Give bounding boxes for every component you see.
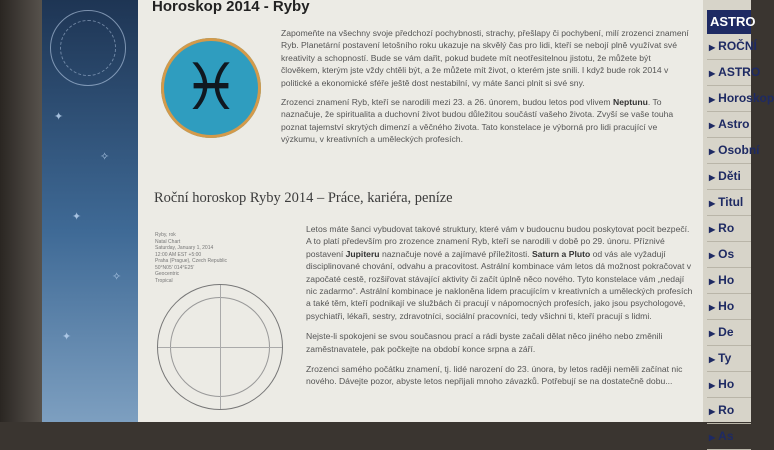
triangle-right-icon: ▶ [709, 225, 716, 234]
intro-paragraph-2: Zrozenci znamení Ryb, kteří se narodili mezi 23. a 26. únorem, budou letos pod vlivem Neptunu. To naznačuje, že spiritualita a duchovní život budou důležitou součástí vašeho života. Zvyší se vaše touha poznat tajemství skrytých dimenzí a věčného života. Tato konstelace je výborná pro lidi pracující ve výzkumu, v kreativních a uměleckých profesích. [281, 97, 674, 145]
intro-paragraph-1: Zapomeňte na všechny svoje předchozí pochybnosti, strachy, přešlapy či pochybení, milí zrozenci znamení Ryb. Planetární postavení letošního roku ukazuje na skvělý čas pro lidi, kteří se nebojí plně využívat své kreativity a schopností. Bude se vám dařit, pokud budete mít neotřesitelnou jistotu, že můžete být člověkem, kterým jste vždy chtěli být, a že můžete mít život, o kterém jste snili. I když bude rok 2014 v politické a ekonomické sféře ještě dost nestabilní, vy máte šanci plnit si své sny. [281, 28, 689, 88]
decorative-left-band [42, 0, 138, 422]
sidebar-item[interactable]: ▶ Děti [707, 164, 751, 190]
triangle-right-icon: ▶ [709, 43, 716, 52]
sidebar-item[interactable]: ▶ Ro [707, 216, 751, 242]
zodiac-wheel-decoration-inner [60, 20, 116, 76]
sidebar-item[interactable]: ▶ Titul [707, 190, 751, 216]
article-body [306, 223, 694, 396]
sidebar-menu [703, 0, 774, 443]
natal-chart-header: Ryby, rok Natal Chart Saturday, January 1, 2014 12:00 AM EST +5:00 Praha (Prague), Czech Republic 50°N05' 014°E25' Geocentric Tropical [155, 232, 227, 284]
sidebar-item[interactable]: ▶ Osobní [707, 138, 751, 164]
neptun-link: Neptunu [612, 97, 648, 108]
natal-chart-image [155, 232, 285, 422]
section-heading: Roční horoskop Ryby 2014 – Práce, kariéra, peníze [154, 190, 453, 206]
sidebar-item[interactable]: ▶ ASTRO [707, 60, 751, 86]
star-icon: ✧ [112, 271, 122, 283]
monitor-bezel [0, 0, 42, 422]
triangle-right-icon: ▶ [709, 407, 716, 416]
body-paragraph-1: Letos máte šanci vybudovat takové struktury, které vám v budoucnu budou poskytovat pocit bezpečí. A to platí především pro zrozence znamení Ryb, kteří se narodili v době po 29. únoru. Příznivé postavení Jupiteru naznačuje nové a zajímavé příležitosti. Saturn a Pluto od vás ale vyžadují disciplinované chování, odvahu a pracovitost. Astrální kombinace vám letos dá možnost pokračovat v započaté cestě, rozšiřovat stávající aktivity či začít úplně něco nového. Tyto konstelace vám „nedají nic zadarmo“. Astrální kombinace je nakloněna lidem pracujícím v kreativních a uměleckých profesích a také těm, kteří podnikají ve službách či pracují v nápomocných profesích, jako jsou psychologové, psychiatři, lékaři, sestry, zdravotníci, sociální pracovníci, tedy všichni ti, kteří pracují s lidmi. [306, 224, 693, 321]
sidebar-item[interactable]: ▶ Ty [707, 346, 751, 372]
sidebar-item[interactable]: ▶ Horoskop [707, 86, 751, 112]
triangle-right-icon: ▶ [709, 277, 716, 286]
triangle-right-icon: ▶ [709, 381, 716, 390]
triangle-right-icon: ▶ [709, 121, 716, 130]
sidebar-item[interactable]: ▶ Astro [707, 112, 751, 138]
main-content [138, 0, 703, 422]
sidebar-item[interactable]: ▶ As [707, 424, 751, 450]
star-icon: ✦ [72, 211, 82, 223]
sidebar-item[interactable]: ▶ ROČNÍ [707, 34, 751, 60]
pisces-logo [161, 38, 261, 138]
triangle-right-icon: ▶ [709, 95, 716, 104]
sidebar-item[interactable]: ▶ Ho [707, 372, 751, 398]
sidebar-item[interactable]: ▶ Ro [707, 398, 751, 424]
triangle-right-icon: ▶ [709, 199, 716, 208]
triangle-right-icon: ▶ [709, 69, 716, 78]
sidebar-item[interactable]: ▶ Ho [707, 294, 751, 320]
sidebar-heading: ASTRO [707, 10, 751, 34]
triangle-right-icon: ▶ [709, 147, 716, 156]
triangle-right-icon: ▶ [709, 355, 716, 364]
triangle-right-icon: ▶ [709, 303, 716, 312]
triangle-right-icon: ▶ [709, 251, 716, 260]
sidebar-item[interactable]: ▶ Os [707, 242, 751, 268]
star-icon: ✦ [54, 111, 64, 123]
sidebar-item[interactable]: ▶ Ho [707, 268, 751, 294]
page-title: Horoskop 2014 - Ryby [152, 0, 310, 15]
triangle-right-icon: ▶ [709, 173, 716, 182]
body-paragraph-3: Zrozenci samého počátku znamení, tj. lidé narození do 23. února, by letos raději neměli začínat nic nového. Dávejte pozor, abyste letos nepřijali mnoho závazků. Potřebují se na dostatečně dobu... [306, 364, 683, 387]
body-paragraph-2: Nejste-li spokojeni se svou současnou prací a rádi byste začali dělat něco jiného nebo změnili zaměstnavatele, pak počkejte na období konce srpna a září. [306, 331, 663, 354]
triangle-right-icon: ▶ [709, 329, 716, 338]
natal-chart-wheel [157, 284, 283, 410]
sidebar-item[interactable]: ▶ De [707, 320, 751, 346]
star-icon: ✧ [100, 151, 110, 163]
intro-text [281, 27, 691, 153]
triangle-right-icon: ▶ [709, 433, 716, 442]
browser-page [42, 0, 774, 443]
star-icon: ✦ [62, 331, 72, 343]
pisces-icon: ♓ [182, 51, 240, 125]
